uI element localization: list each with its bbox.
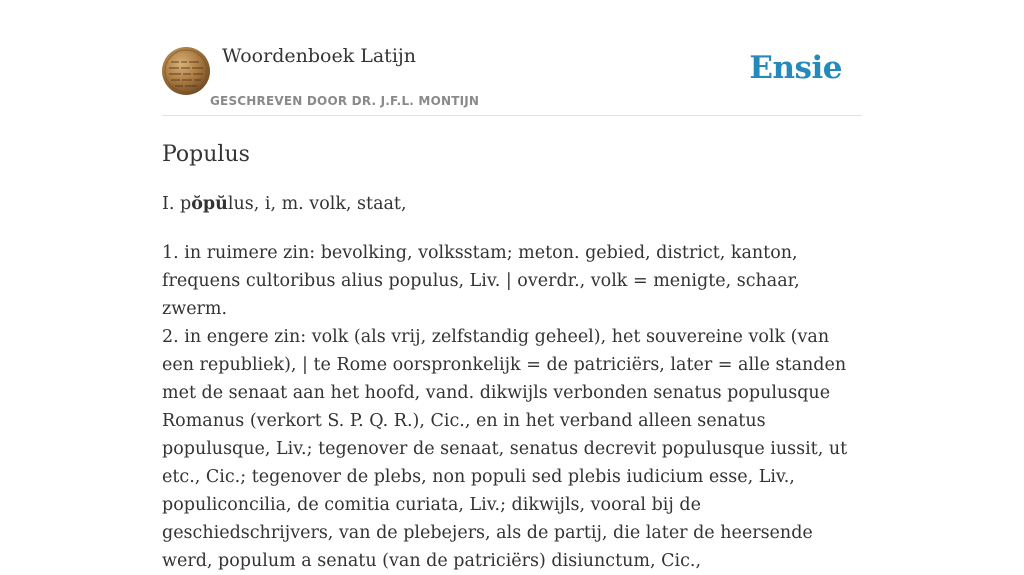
headword-bold: ŏpŭ: [191, 194, 228, 214]
definition-paragraph-1: 1. in ruimere zin: bevolking, volksstam; meton. gebied, district, kanton, frequens cultoribus alius populus, Liv. | overdr., volk = menigte, schaar, zwerm.: [162, 243, 800, 319]
definition-paragraph-2: 2. in engere zin: volk (als vrij, zelfstandig geheel), het souvereine volk (van een republiek), | te Rome oorspronkelijk = de patriciërs, later = alle standen met de senaat aan het hoofd, vand. dikwijls verbonden senatus populusque Romanus (verkort S. P. Q. R.), Cic., en in het verband alleen senatus populusque, Liv.; tegenover de senaat, senatus decrevit populusque iussit, ut etc., Cic.; tegenover de plebs, non populi sed plebis iudicium esse, Liv., populiconcilia, de comitia curiata, Liv.; dikwijls, vooral bij de geschiedschrijvers, van de plebejers, als de partij, die later de heersende werd, populum a senatu (van de patriciërs) disiunctum, Cic.,: [162, 327, 848, 571]
header: [162, 0, 862, 116]
headword-line: [162, 194, 407, 214]
book-title[interactable]: Woordenboek Latijn: [222, 45, 417, 67]
coin-icon: [162, 47, 210, 95]
entry-title: Populus: [162, 142, 250, 167]
bronze-coin-logo[interactable]: [162, 47, 210, 95]
entry-body: [162, 239, 862, 575]
headword-prefix: I. p: [162, 194, 192, 214]
ensie-brand-link[interactable]: Ensie: [749, 50, 842, 86]
headword-suffix: lus, i, m. volk, staat,: [227, 194, 407, 214]
author-byline: GESCHREVEN DOOR DR. J.F.L. MONTIJN: [210, 94, 480, 108]
page: [162, 0, 862, 571]
